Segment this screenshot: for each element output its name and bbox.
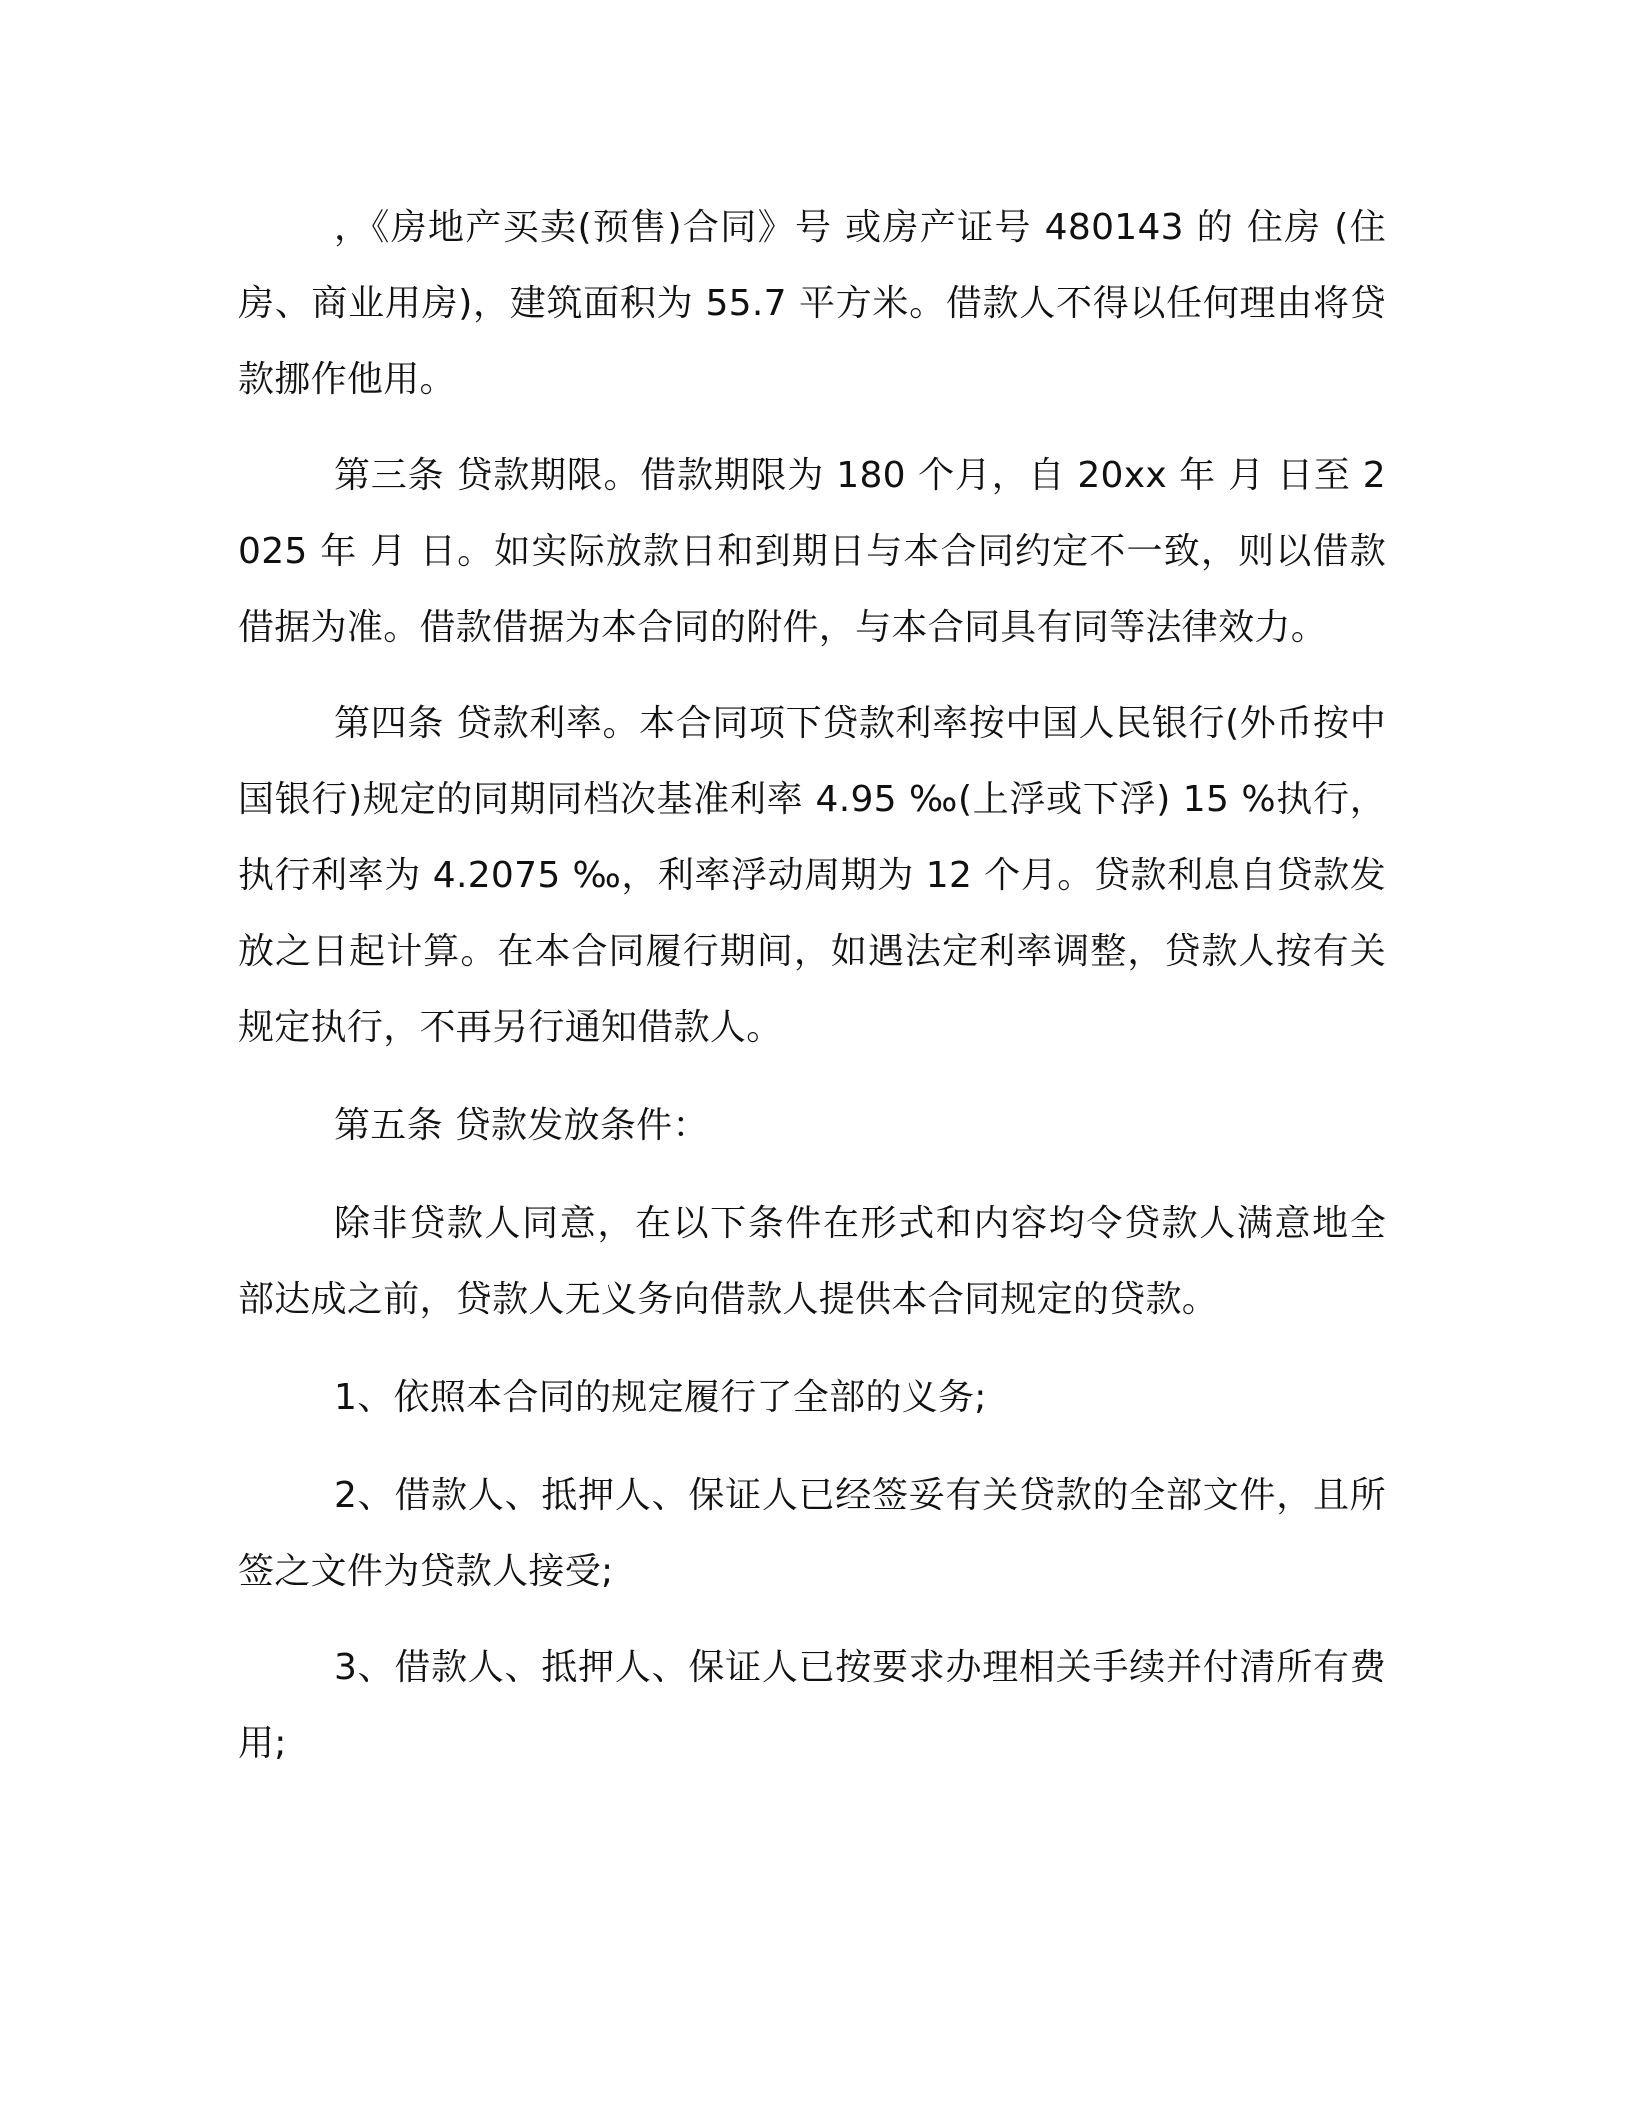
list-item-condition-2: 2、借款人、抵押人、保证人已经签妥有关贷款的全部文件，且所签之文件为贷款人接受; <box>238 1475 1386 1592</box>
paragraph-housing-info: ，《房地产买卖(预售)合同》号 或房产证号 480143 的 住房 (住房、商业用房)，建筑面积为 55.7 平方米。借款人不得以任何理由将贷款挪作他用。 <box>238 207 1386 400</box>
paragraph-article-3-loan-term: 第三条 贷款期限。借款期限为 180 个月，自 20xx 年 月 日至 2025 年 月 日。如实际放款日和到期日与本合同约定不一致，则以借款借据为准。借款借据为本合同的附件，与本合同具有同等法律效力。 <box>238 455 1386 648</box>
paragraph-article-5-heading: 第五条 贷款发放条件： <box>334 1105 709 1146</box>
list-item-condition-1: 1、依照本合同的规定履行了全部的义务; <box>334 1377 987 1418</box>
paragraph-article-4-interest-rate: 第四条 贷款利率。本合同项下贷款利率按中国人民银行(外币按中国银行)规定的同期同档次基准利率 4.95 ‰(上浮或下浮) 15 %执行，执行利率为 4.2075 ‰，利率浮动周期为 12 个月。贷款利息自贷款发放之日起计算。在本合同履行期间，如遇法定利率调整，贷款人按有关规定执行，不再另行通知借款人。 <box>238 703 1386 1048</box>
document-body <box>238 190 1386 1782</box>
list-item-condition-3: 3、借款人、抵押人、保证人已按要求办理相关手续并付清所有费用; <box>238 1647 1386 1764</box>
paragraph-article-5-intro: 除非贷款人同意，在以下条件在形式和内容均令贷款人满意地全部达成之前，贷款人无义务向借款人提供本合同规定的贷款。 <box>238 1203 1386 1320</box>
